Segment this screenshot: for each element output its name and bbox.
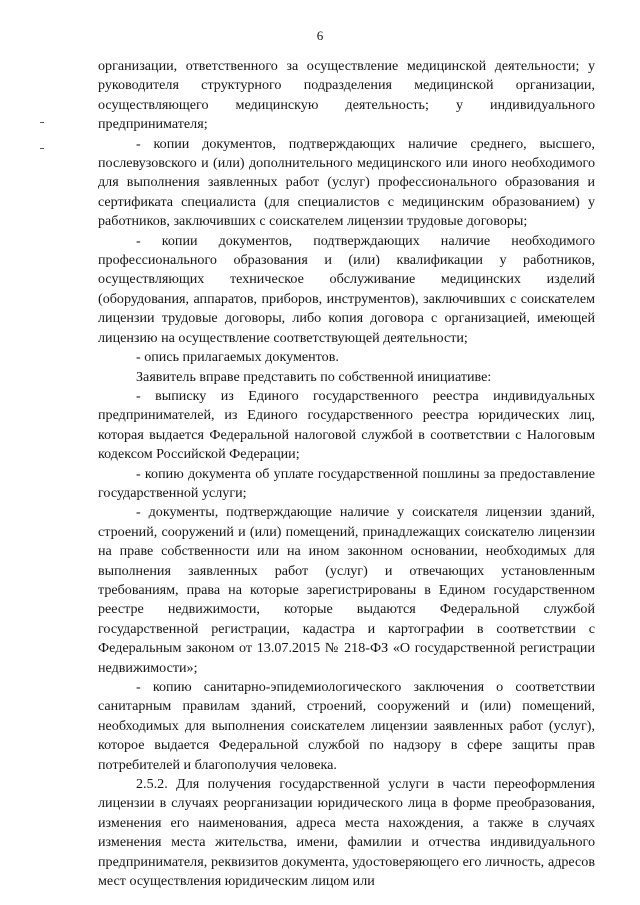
paragraph-applicant-initiative: Заявитель вправе представить по собственной инициативе: xyxy=(136,368,492,385)
list-item-registry-extract: - выписку из Единого государственного реестра индивидуальных предпринимателей, из Единого государственного реестра юридических лиц, которая выдается Федеральной налоговой службой в соответствии с Налоговым кодексом Российской Федерации; xyxy=(98,387,595,463)
margin-mark xyxy=(40,148,44,149)
list-item-document-inventory: - опись прилагаемых документов. xyxy=(136,349,339,366)
list-item-qualification-copies: - копии документов, подтверждающих наличие необходимого профессионального образования и (или) квалификации у работников, осуществляющих техническое обслуживание медицинских изделий (оборудования, аппаратов, приборов, инструментов), заключивших с соискателем лицензии трудовые договоры, либо копия договора с организацией, имеющей лицензию на осуществление соответствующей деятельности; xyxy=(98,232,595,346)
page-number: 6 xyxy=(316,28,324,43)
paragraph-continuation: организации, ответственного за осуществление медицинской деятельности; у руководителя структурного подразделения медицинской организации, осуществляющего медицинскую деятельность; у индивидуального предпринимателя; xyxy=(98,58,595,133)
list-item-state-fee: - копию документа об уплате государственной пошлины за предоставление государственной услуги; xyxy=(98,465,595,501)
list-item-premises-documents: - документы, подтверждающие наличие у соискателя лицензии зданий, строений, сооружений и (или) помещений, принадлежащих соискателю лицензии на праве собственности или на ином законном основании, необходимых для выполнения заявленных работ (услуг) и отвечающих установленным требованиям, права на которые зарегистрированы в Едином государственном реестре недвижимости, которые выдаются Федеральной службой государственной регистрации, кадастра и картографии в соответствии с Федеральным законом от 13.07.2015 № 218-ФЗ «О государственной регистрации недвижимости»; xyxy=(98,504,595,676)
list-item-sanitary-conclusion: - копию санитарно-эпидемиологического заключения о соответствии санитарным правилам зданий, строений, сооружений и (или) помещений, необходимых для выполнения соискателем лицензии заявленных работ (услуг), которое выдается Федеральной службой по надзору в сфере защиты прав потребителей и благополучия человека. xyxy=(98,679,595,773)
paragraph-2-5-2: 2.5.2. Для получения государственной услуги в части переоформления лицензии в случаях реорганизации юридического лица в форме преобразования, изменения его наименования, адреса места нахождения, а также в случаях изменения места жительства, имени, фамилии и отчества индивидуального предпринимателя, реквизитов документа, удостоверяющего его личность, адресов мест осуществления юридическим лицом или xyxy=(98,776,595,890)
list-item-education-copies: - копии документов, подтверждающих наличие среднего, высшего, послевузовского и (или) дополнительного медицинского или иного необходимого для выполнения заявленных работ (услуг) профессионального образования и сертификата специалиста (для специалистов с медицинским образованием) у работников, заключивших с соискателем лицензии трудовые договоры; xyxy=(98,135,595,230)
document-body xyxy=(98,57,595,891)
margin-mark xyxy=(40,122,44,123)
